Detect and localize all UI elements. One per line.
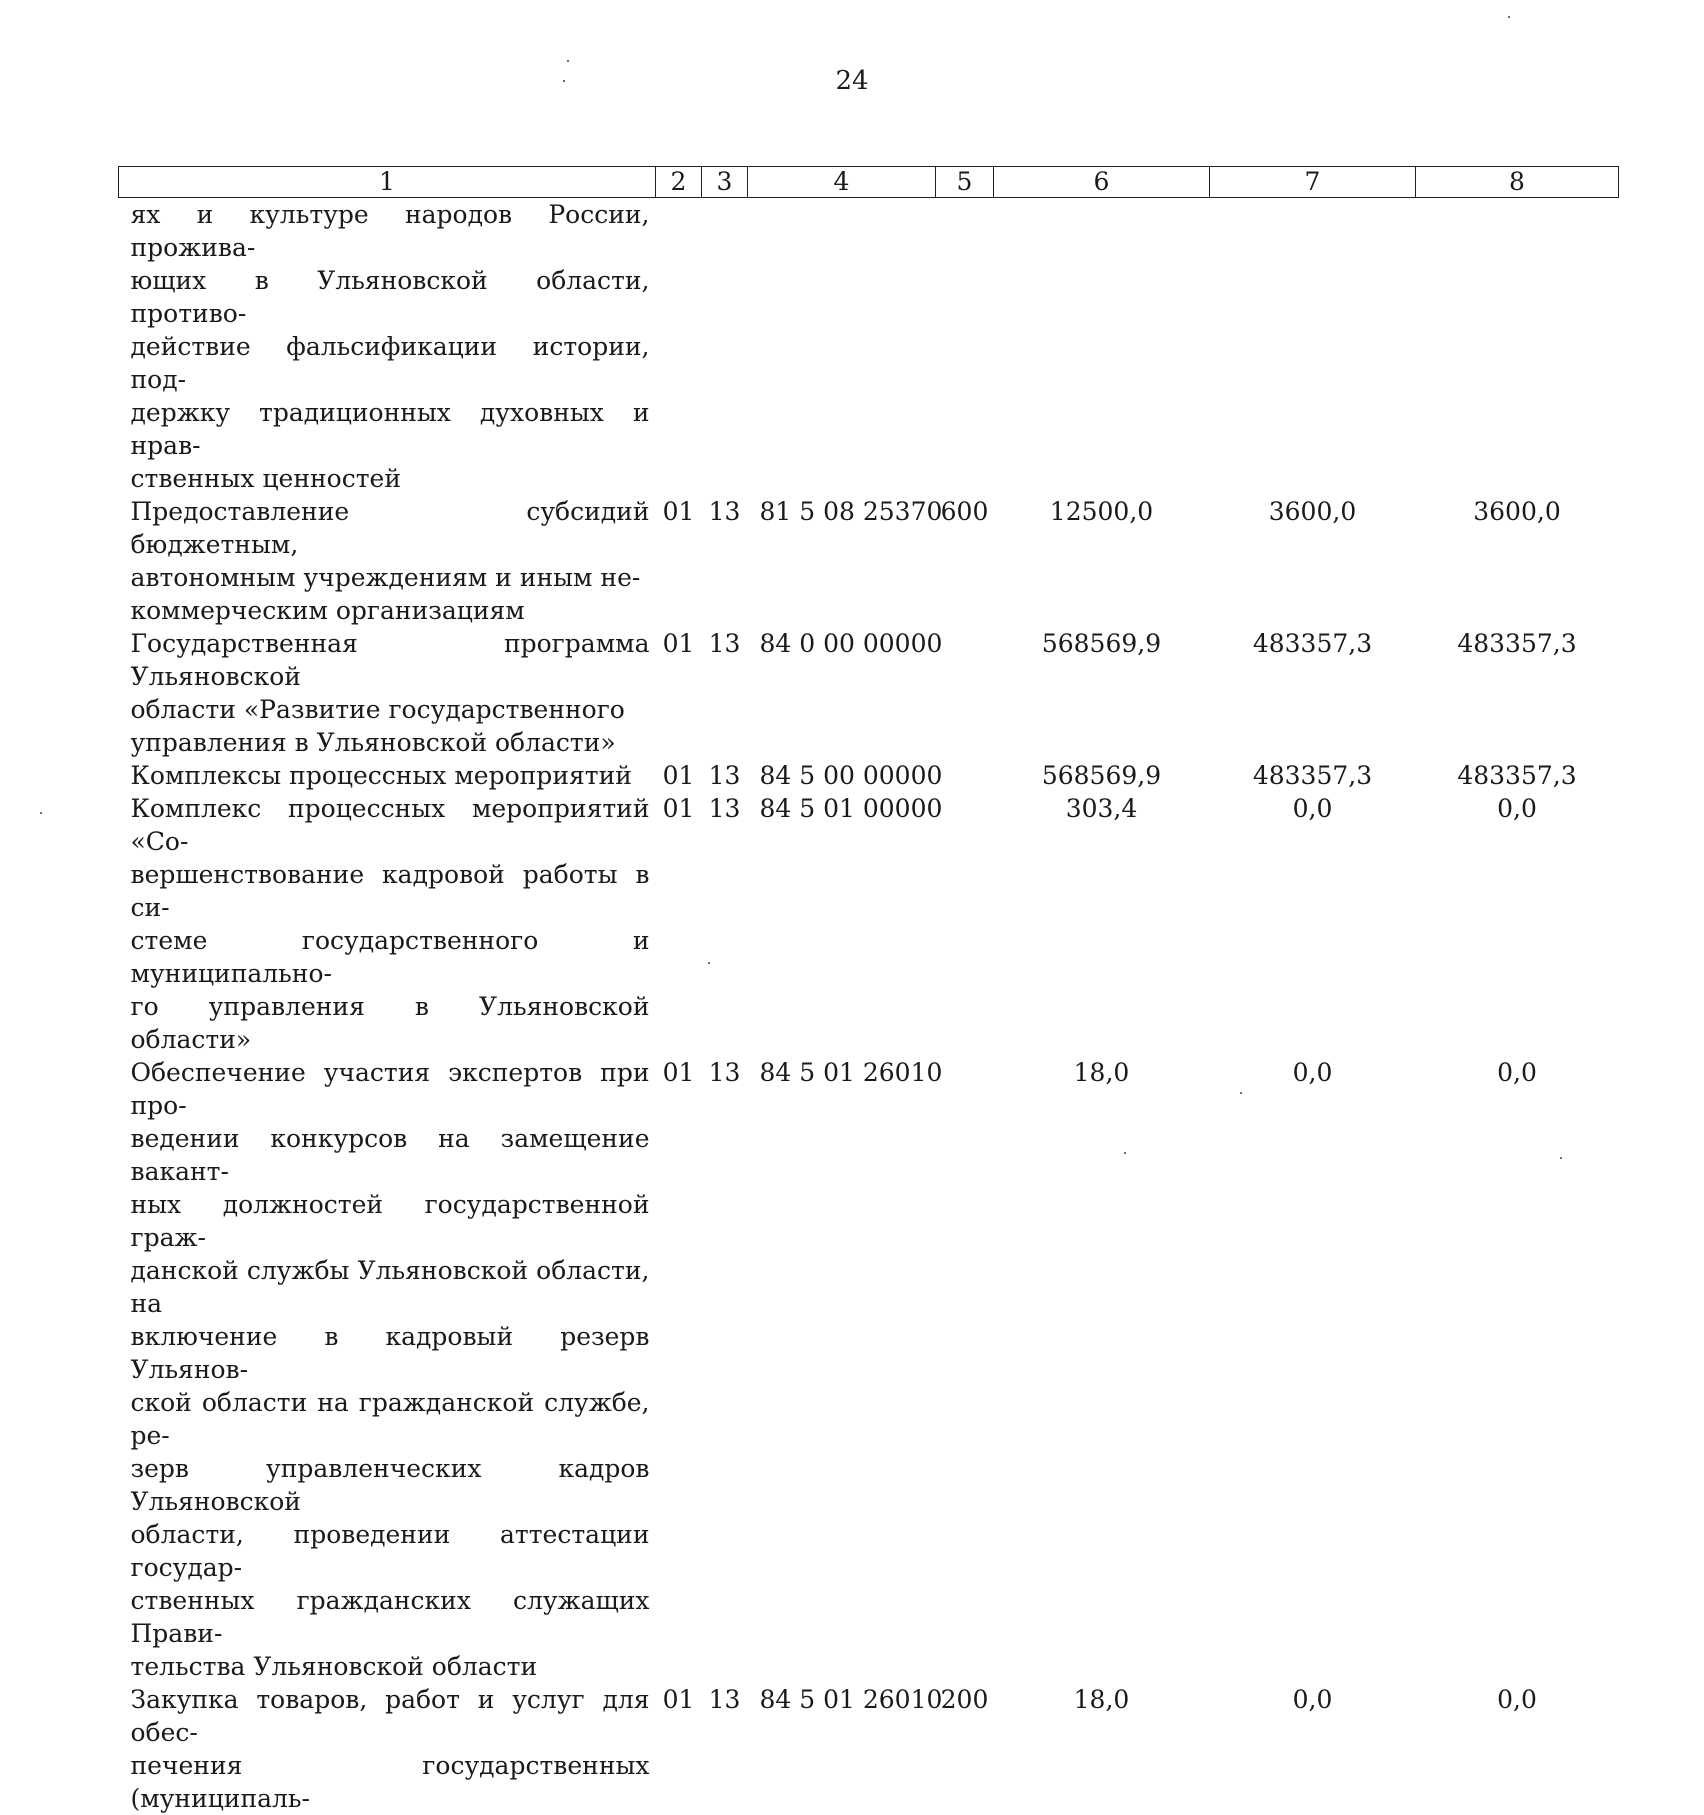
table-row	[119, 1683, 1619, 1815]
name-line: ственных ценностей	[130, 464, 402, 493]
subsection-code-cell: 13	[708, 761, 741, 790]
amount-col8-cell: 483357,3	[1457, 761, 1577, 790]
column-header: 6	[994, 167, 1210, 198]
section-code-cell: 01	[662, 497, 695, 526]
target-article-cell: 81 5 08 25370	[759, 497, 943, 526]
name-line: печения государственных (муниципаль-	[130, 1751, 650, 1813]
row-name-cell	[119, 627, 656, 759]
name-line: области «Развитие государственного	[130, 695, 625, 724]
column-header: 8	[1416, 167, 1619, 198]
section-code-cell: 01	[662, 761, 695, 790]
subsection-code-cell: 13	[708, 1058, 741, 1087]
name-line: области, проведении аттестации государ-	[130, 1520, 650, 1582]
subsection-code-cell: 13	[708, 629, 741, 658]
subsection-code-cell: 13	[708, 497, 741, 526]
expense-type-cell	[936, 1056, 994, 1683]
name-line: Государственная программа Ульяновской	[130, 629, 650, 691]
target-article-cell	[748, 198, 936, 496]
name-line: тельства Ульяновской области	[130, 1652, 538, 1681]
amount-col7-cell	[1210, 198, 1416, 496]
amount-col6-cell: 568569,9	[1041, 629, 1162, 658]
amount-col8-cell	[1416, 198, 1619, 496]
section-code-cell: 01	[662, 1058, 695, 1087]
amount-col6-cell: 18,0	[1073, 1058, 1130, 1087]
subsection-code-cell: 13	[708, 1685, 741, 1714]
name-line: Обеспечение участия экспертов при про-	[130, 1058, 650, 1120]
name-line: автономным учреждениям и иным не-	[130, 563, 641, 592]
table-row	[119, 759, 1619, 792]
name-line: коммерческим организациям	[130, 596, 525, 625]
name-line: ственных гражданских служащих Прави-	[130, 1586, 650, 1648]
page-number: 24	[835, 66, 869, 96]
name-line: Комплексы процессных мероприятий	[130, 761, 632, 790]
target-article-cell: 84 5 01 26010	[759, 1058, 943, 1087]
scan-speck	[567, 60, 569, 62]
row-name-cell	[119, 1683, 656, 1815]
name-line: действие фальсификации истории, под-	[130, 332, 650, 394]
amount-col7-cell: 483357,3	[1252, 629, 1373, 658]
budget-table	[118, 166, 1619, 1815]
expense-type-cell	[936, 198, 994, 496]
section-code-cell: 01	[662, 794, 695, 823]
expense-type-cell	[936, 759, 994, 792]
amount-col8-cell: 0,0	[1497, 794, 1537, 823]
table-row	[119, 1056, 1619, 1683]
amount-col7-cell: 3600,0	[1268, 497, 1357, 526]
expense-type-cell: 600	[940, 497, 989, 526]
expense-type-cell	[936, 627, 994, 759]
target-article-cell: 84 5 01 26010	[759, 1685, 943, 1714]
row-name-cell	[119, 198, 656, 496]
name-line: ных должностей государственной граж-	[130, 1190, 650, 1252]
scan-speck	[563, 80, 565, 82]
name-line: данской службы Ульяновской области, на	[130, 1256, 650, 1318]
target-article-cell: 84 5 01 00000	[759, 794, 943, 823]
target-article-cell: 84 0 00 00000	[759, 629, 943, 658]
subsection-code-cell	[702, 198, 748, 496]
section-code-cell: 01	[662, 1685, 695, 1714]
expense-type-cell	[936, 792, 994, 1056]
name-line: ведении конкурсов на замещение вакант-	[130, 1124, 650, 1186]
name-line: ской области на гражданской службе, ре-	[130, 1388, 650, 1450]
amount-col6-cell: 12500,0	[1049, 497, 1154, 526]
amount-col8-cell: 3600,0	[1473, 497, 1561, 526]
table-row	[119, 792, 1619, 1056]
name-line: ях и культуре народов России, прожива-	[130, 200, 650, 262]
amount-col8-cell: 0,0	[1497, 1685, 1537, 1714]
name-line: ющих в Ульяновской области, противо-	[130, 266, 650, 328]
name-line: Предоставление субсидий бюджетным,	[130, 497, 650, 559]
amount-col6-cell: 303,4	[1065, 794, 1138, 823]
name-line: зерв управленческих кадров Ульяновской	[130, 1454, 650, 1516]
row-name-cell	[119, 495, 656, 627]
table-row	[119, 495, 1619, 627]
amount-col8-cell: 483357,3	[1457, 629, 1577, 658]
target-article-cell: 84 5 00 00000	[759, 761, 943, 790]
amount-col7-cell: 0,0	[1292, 794, 1333, 823]
amount-col6-cell: 18,0	[1073, 1685, 1130, 1714]
name-line: держку традиционных духовных и нрав-	[130, 398, 650, 460]
scan-speck	[1508, 16, 1510, 18]
scan-speck	[40, 812, 42, 814]
row-name-cell	[119, 792, 656, 1056]
expense-type-cell: 200	[940, 1685, 989, 1714]
name-line: го управления в Ульяновской области»	[130, 992, 650, 1054]
name-line: включение в кадровый резерв Ульянов-	[130, 1322, 650, 1384]
row-name-cell	[119, 759, 656, 792]
amount-col7-cell: 0,0	[1292, 1685, 1333, 1714]
column-header: 2	[656, 167, 702, 198]
subsection-code-cell: 13	[708, 794, 741, 823]
name-line: Комплекс процессных мероприятий «Со-	[130, 794, 650, 856]
section-code-cell: 01	[662, 629, 695, 658]
name-line: управления в Ульяновской области»	[130, 728, 616, 757]
table-row	[119, 198, 1619, 496]
name-line: стеме государственного и муниципально-	[130, 926, 650, 988]
amount-col7-cell: 0,0	[1292, 1058, 1333, 1087]
column-header: 7	[1210, 167, 1416, 198]
table-header-row	[119, 167, 1619, 198]
column-header: 4	[748, 167, 936, 198]
column-header: 5	[936, 167, 994, 198]
column-header: 1	[119, 167, 656, 198]
name-line: Закупка товаров, работ и услуг для обес-	[130, 1685, 650, 1747]
name-line: вершенствование кадровой работы в си-	[130, 860, 650, 922]
amount-col6-cell	[994, 198, 1210, 496]
amount-col6-cell: 568569,9	[1041, 761, 1162, 790]
amount-col8-cell: 0,0	[1497, 1058, 1537, 1087]
row-name-cell	[119, 1056, 656, 1683]
amount-col7-cell: 483357,3	[1252, 761, 1373, 790]
column-header: 3	[702, 167, 748, 198]
section-code-cell	[656, 198, 702, 496]
table-row	[119, 627, 1619, 759]
